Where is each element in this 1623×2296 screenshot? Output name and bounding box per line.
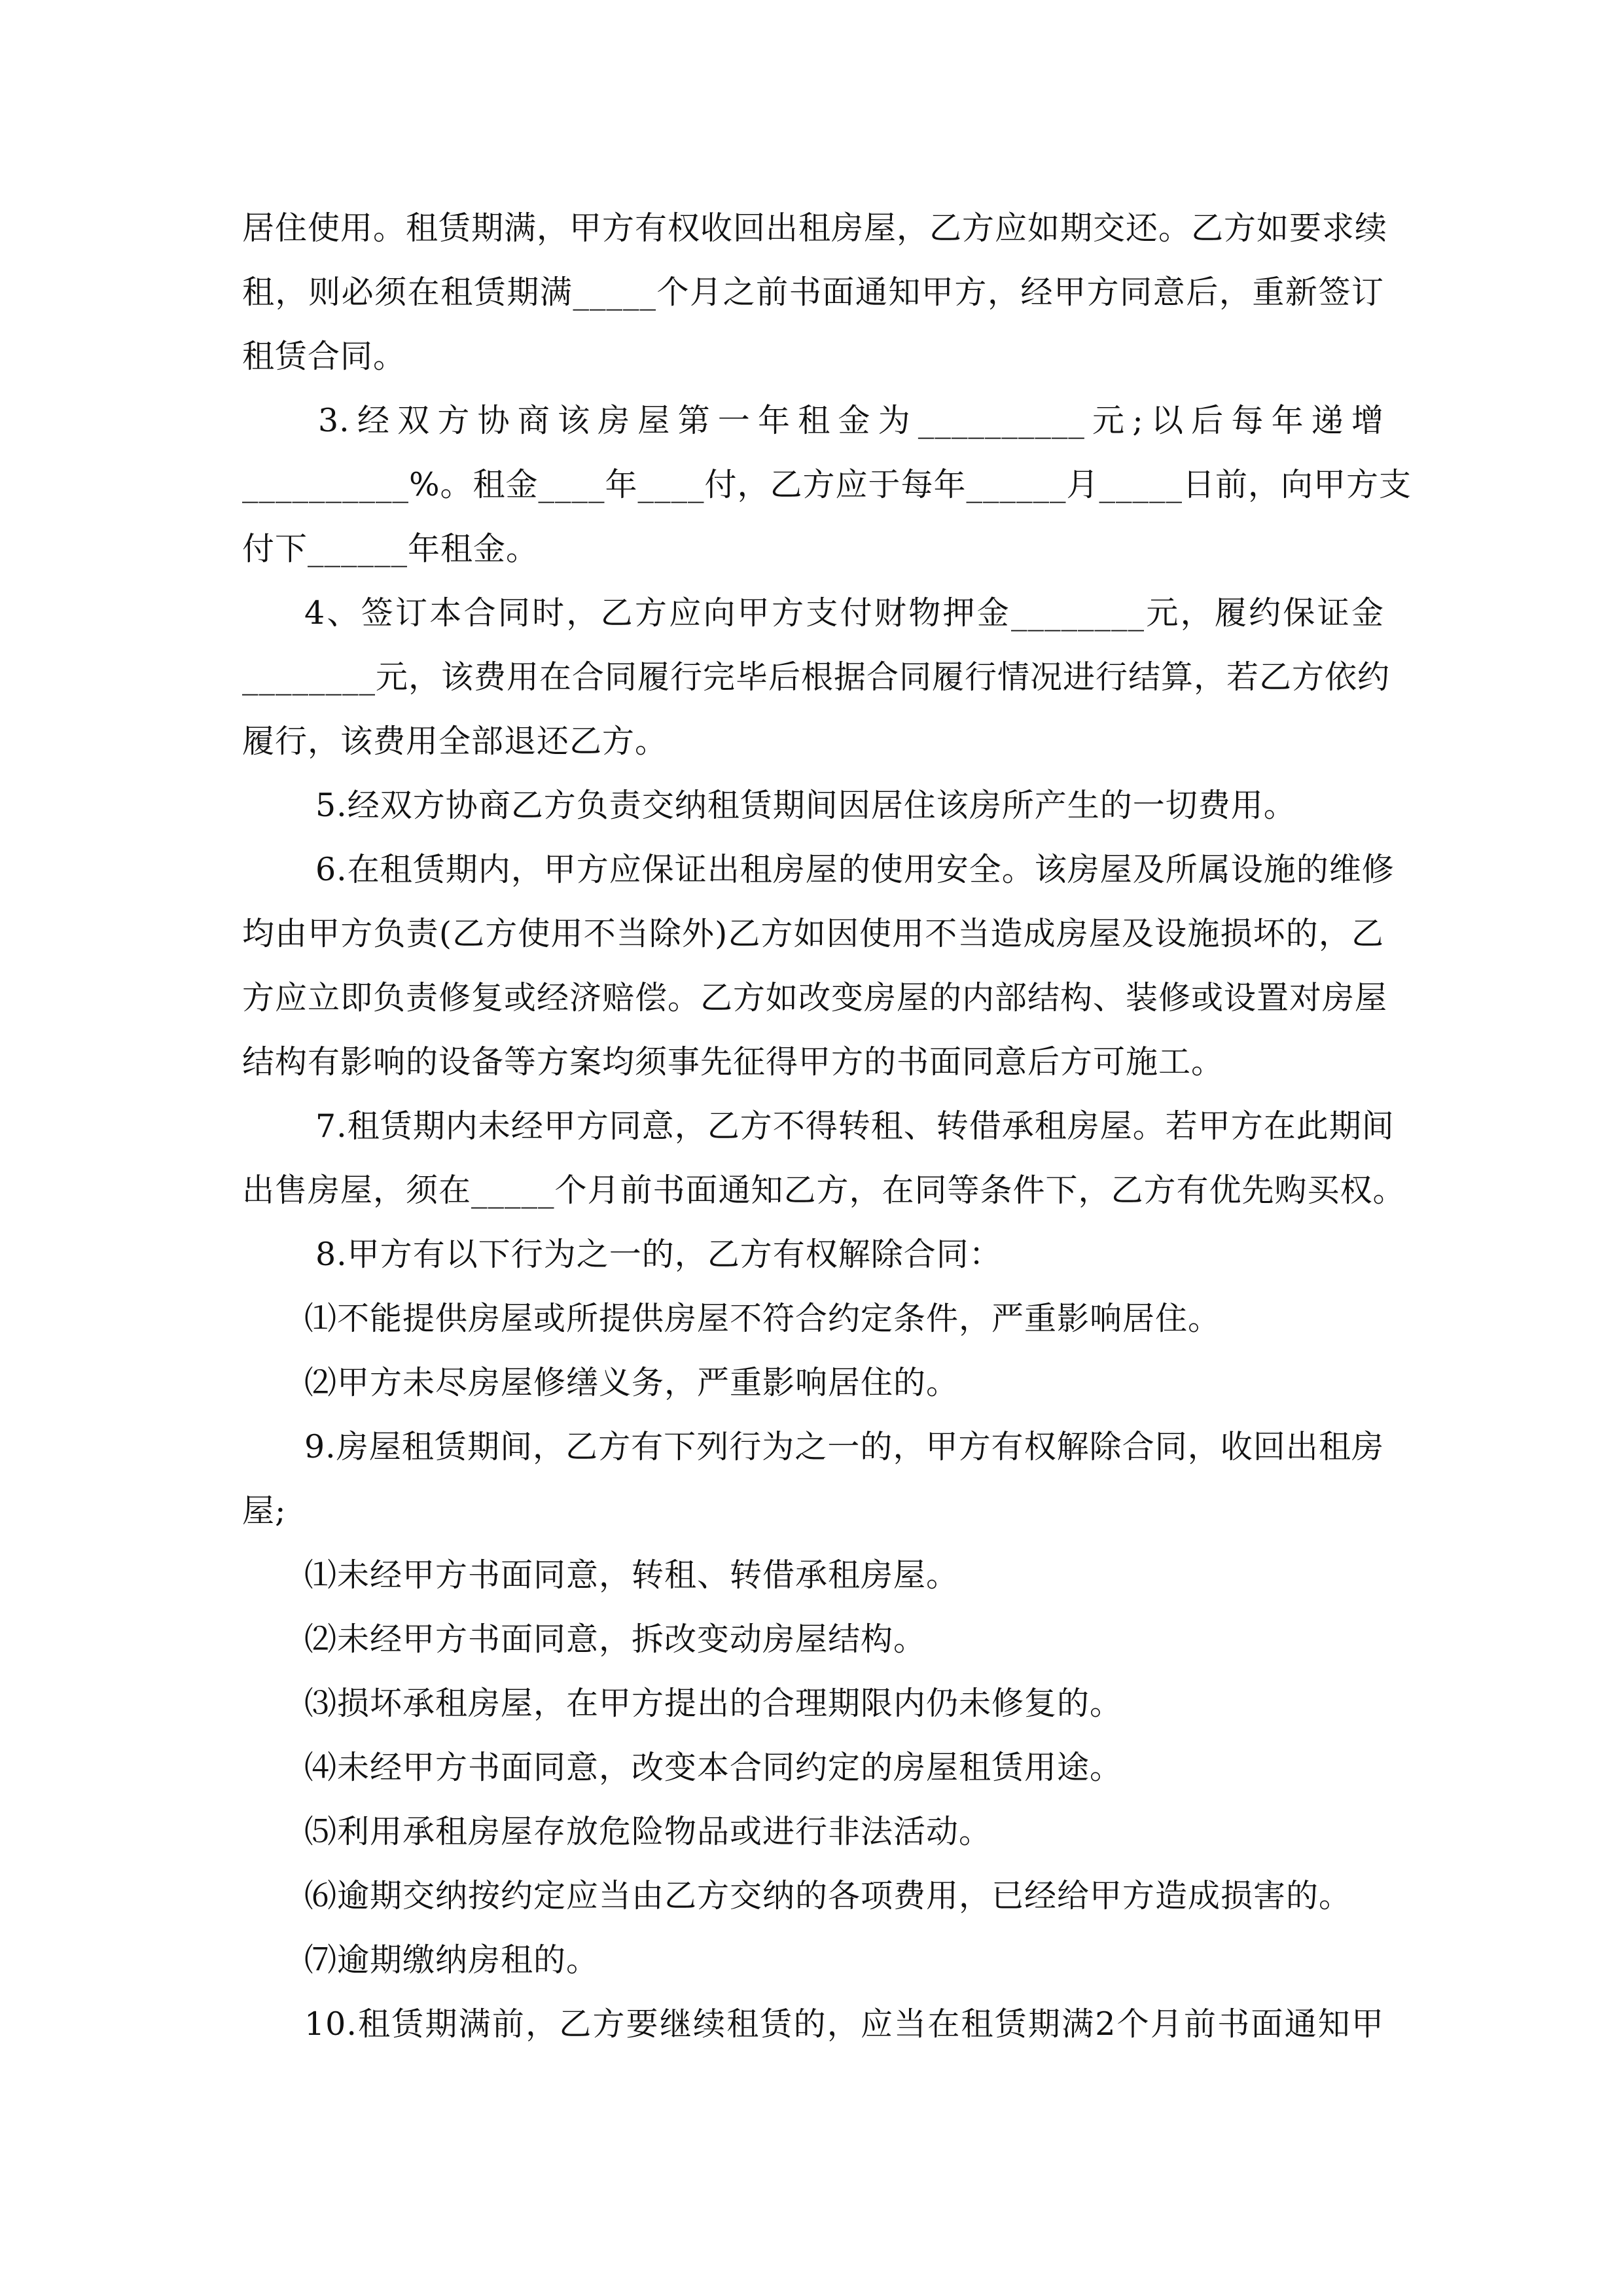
text-line: 4、签订本合同时，乙方应向甲方支付财物押金________元，履约保证金 bbox=[304, 594, 1384, 632]
text-line: 屋; bbox=[242, 1492, 287, 1530]
text-line: 居住使用。租赁期满，甲方有权收回出租房屋，乙方应如期交还。乙方如要求续 bbox=[242, 209, 1388, 247]
document-body bbox=[242, 196, 1412, 2056]
text-line: 5.经双方协商乙方负责交纳租赁期间因居住该房所产生的一切费用。 bbox=[315, 787, 1296, 824]
text-line: 10.租赁期满前，乙方要继续租赁的，应当在租赁期满2个月前书面通知甲 bbox=[304, 2005, 1384, 2043]
text-line: 租，则必须在租赁期满_____个月之前书面通知甲方，经甲方同意后，重新签订 bbox=[242, 274, 1384, 311]
text-line: 方应立即负责修复或经济赔偿。乙方如改变房屋的内部结构、装修或设置对房屋 bbox=[242, 979, 1388, 1016]
text-line: ⑵甲方未尽房屋修缮义务，严重影响居住的。 bbox=[304, 1364, 959, 1401]
text-line: __________%。租金____年____付，乙方应于每年______月_____日前，向甲方支 bbox=[242, 466, 1412, 503]
text-line: 履行，该费用全部退还乙方。 bbox=[242, 723, 668, 760]
text-line: ________元，该费用在合同履行完毕后根据合同履行情况进行结算，若乙方依约 bbox=[242, 658, 1391, 696]
text-line: ⑴不能提供房屋或所提供房屋不符合约定条件，严重影响居住。 bbox=[304, 1300, 1221, 1337]
text-line: 结构有影响的设备等方案均须事先征得甲方的书面同意后方可施工。 bbox=[242, 1043, 1224, 1081]
text-line: ⑵未经甲方书面同意，拆改变动房屋结构。 bbox=[304, 1621, 927, 1658]
text-line: 7.租赁期内未经甲方同意，乙方不得转租、转借承租房屋。若甲方在此期间 bbox=[315, 1107, 1395, 1145]
text-line: ⑷未经甲方书面同意，改变本合同约定的房屋租赁用途。 bbox=[304, 1749, 1123, 1786]
text-line: ⑶损坏承租房屋，在甲方提出的合理期限内仍未修复的。 bbox=[304, 1685, 1123, 1722]
text-line: 出售房屋，须在_____个月前书面通知乙方，在同等条件下，乙方有优先购买权。 bbox=[242, 1172, 1406, 1209]
text-line: 3.经双方协商该房屋第一年租金为__________元;以后每年递增 bbox=[318, 402, 1384, 439]
text-line: 租赁合同。 bbox=[242, 338, 406, 375]
text-line: ⑹逾期交纳按约定应当由乙方交纳的各项费用，已经给甲方造成损害的。 bbox=[304, 1877, 1352, 1914]
text-line: 付下______年租金。 bbox=[242, 530, 539, 567]
text-line: ⑸利用承租房屋存放危险物品或进行非法活动。 bbox=[304, 1813, 992, 1850]
text-line: 均由甲方负责(乙方使用不当除外)乙方如因使用不当造成房屋及设施损坏的，乙 bbox=[242, 915, 1384, 952]
text-line: ⑺逾期缴纳房租的。 bbox=[304, 1941, 599, 1979]
text-line: 6.在租赁期内，甲方应保证出租房屋的使用安全。该房屋及所属设施的维修 bbox=[315, 851, 1395, 888]
text-line: 9.房屋租赁期间，乙方有下列行为之一的，甲方有权解除合同，收回出租房 bbox=[304, 1428, 1384, 1465]
text-line: ⑴未经甲方书面同意，转租、转借承租房屋。 bbox=[304, 1556, 959, 1594]
text-line: 8.甲方有以下行为之一的，乙方有权解除合同： bbox=[315, 1236, 1002, 1273]
